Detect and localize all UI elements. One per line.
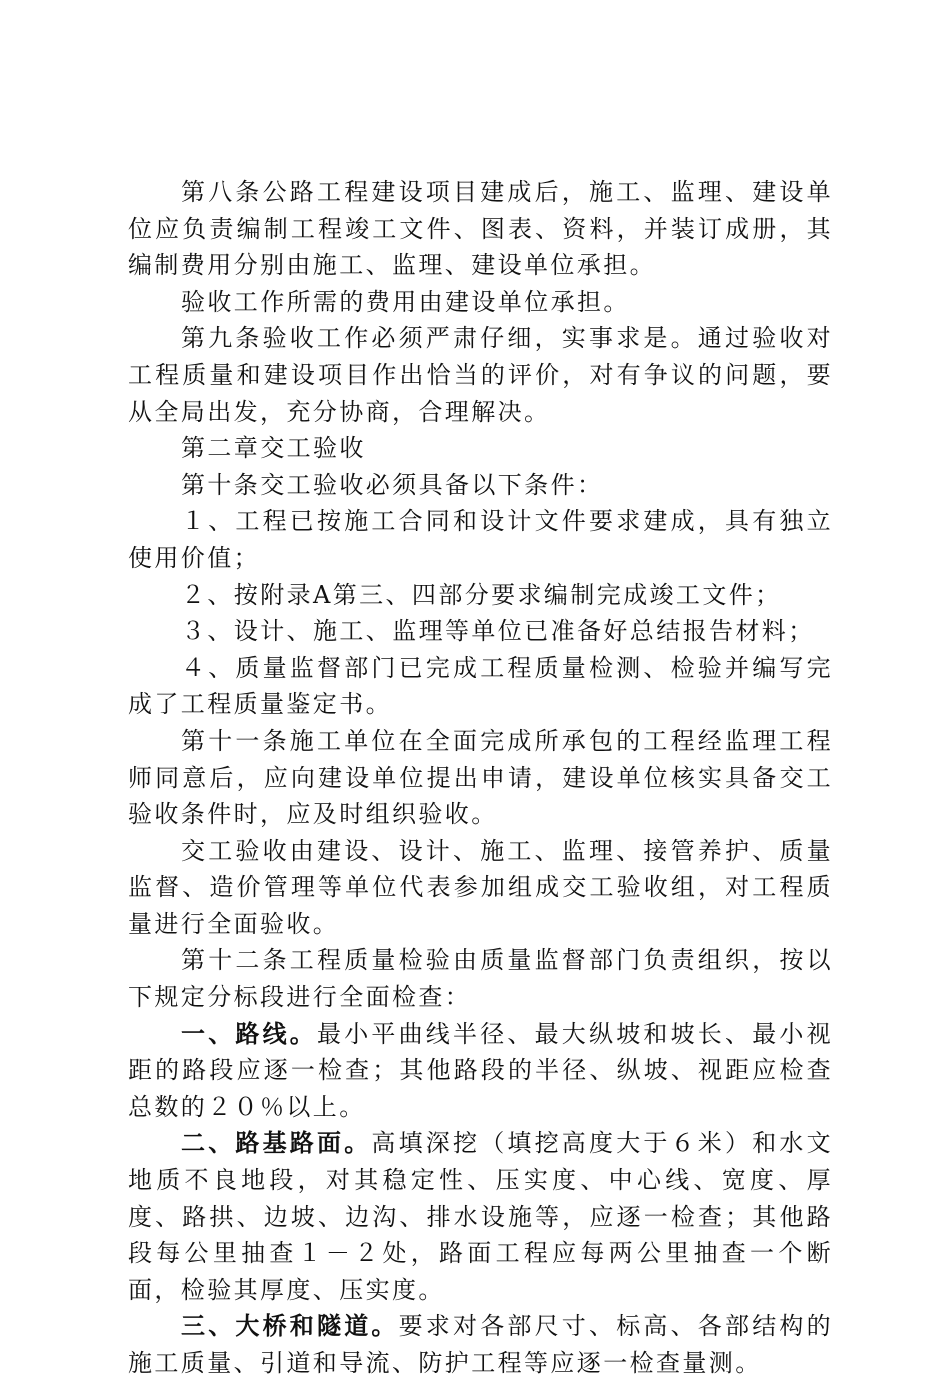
- paragraph-text: 交工验收由建设、设计、施工、监理、接管养护、质量监督、造价管理等单位代表参加组成交工验收组，对工程质量进行全面验收。: [128, 836, 833, 938]
- paragraph-text: 高填深挖（填挖高度大于６米）和水文地质不良地段，对其稳定性、压实度、中心线、宽度、厚度、路拱、边坡、边沟、排水设施等，应逐一检查；其他路段每公里抽查１－２处，路面工程应每两公里抽查一个断面，检验其厚度、压实度。: [128, 1129, 833, 1304]
- paragraph-text: 第十二条工程质量检验由质量监督部门负责组织，按以下规定分标段进行全面检查：: [128, 946, 833, 1012]
- paragraph-text: 第十条交工验收必须具备以下条件：: [181, 470, 604, 499]
- bold-lead: 二、路基路面。: [181, 1129, 372, 1158]
- paragraph-text: １、工程已按施工合同和设计文件要求建成，具有独立使用价值；: [128, 507, 833, 572]
- paragraph-text: ３、设计、施工、监理等单位已准备好总结报告材料；: [181, 617, 815, 646]
- article-12-paragraph: [128, 942, 833, 1015]
- bold-lead: 三、大桥和隧道。: [181, 1312, 399, 1341]
- handover-group-paragraph: [128, 833, 833, 943]
- paragraph-text: 第二章交工验收: [181, 434, 366, 463]
- paragraph-text: ２、按附录A第三、四部分要求编制完成竣工文件；: [181, 580, 782, 609]
- paragraph-text: 验收工作所需的费用由建设单位承担。: [181, 287, 630, 316]
- route-inspection-paragraph: [128, 1016, 833, 1126]
- paragraph-text: 要求对各部尺寸、标高、各部结构的施工质量、引道和导流、防护工程等应逐一检查量测。: [128, 1312, 834, 1377]
- condition-4-item: [128, 650, 833, 723]
- roadbed-inspection-paragraph: [128, 1125, 833, 1308]
- paragraph-text: 第十一条施工单位在全面完成所承包的工程经监理工程师同意后，应向建设单位提出申请，建设单位核实具备交工验收条件时，应及时组织验收。: [128, 726, 833, 829]
- condition-3-item: [128, 613, 833, 650]
- article-9-paragraph: [128, 320, 833, 430]
- condition-1-item: [128, 503, 833, 576]
- article-8-paragraph: [128, 174, 833, 284]
- condition-2-item: [128, 577, 833, 614]
- bold-lead: 一、路线。: [181, 1019, 317, 1048]
- bridge-tunnel-inspection-paragraph: [128, 1308, 833, 1381]
- paragraph-text: 第九条验收工作必须严肃仔细，实事求是。通过验收对工程质量和建设项目作出恰当的评价，对有争议的问题，要从全局出发，充分协商，合理解决。: [128, 324, 833, 426]
- chapter-2-heading: [128, 430, 833, 467]
- paragraph-text: ４、质量监督部门已完成工程质量检测、检验并编写完成了工程质量鉴定书。: [128, 653, 833, 719]
- paragraph-text: 第八条公路工程建设项目建成后，施工、监理、建设单位应负责编制工程竣工文件、图表、资料，并装订成册，其编制费用分别由施工、监理、建设单位承担。: [128, 178, 833, 280]
- document-body: [128, 174, 833, 1382]
- article-11-paragraph: [128, 723, 833, 833]
- acceptance-cost-paragraph: [128, 284, 833, 321]
- article-10-paragraph: [128, 467, 833, 504]
- paragraph-text: 最小平曲线半径、最大纵坡和坡长、最小视距的路段应逐一检查；其他路段的半径、纵坡、视距应检查总数的２０％以上。: [128, 1019, 833, 1121]
